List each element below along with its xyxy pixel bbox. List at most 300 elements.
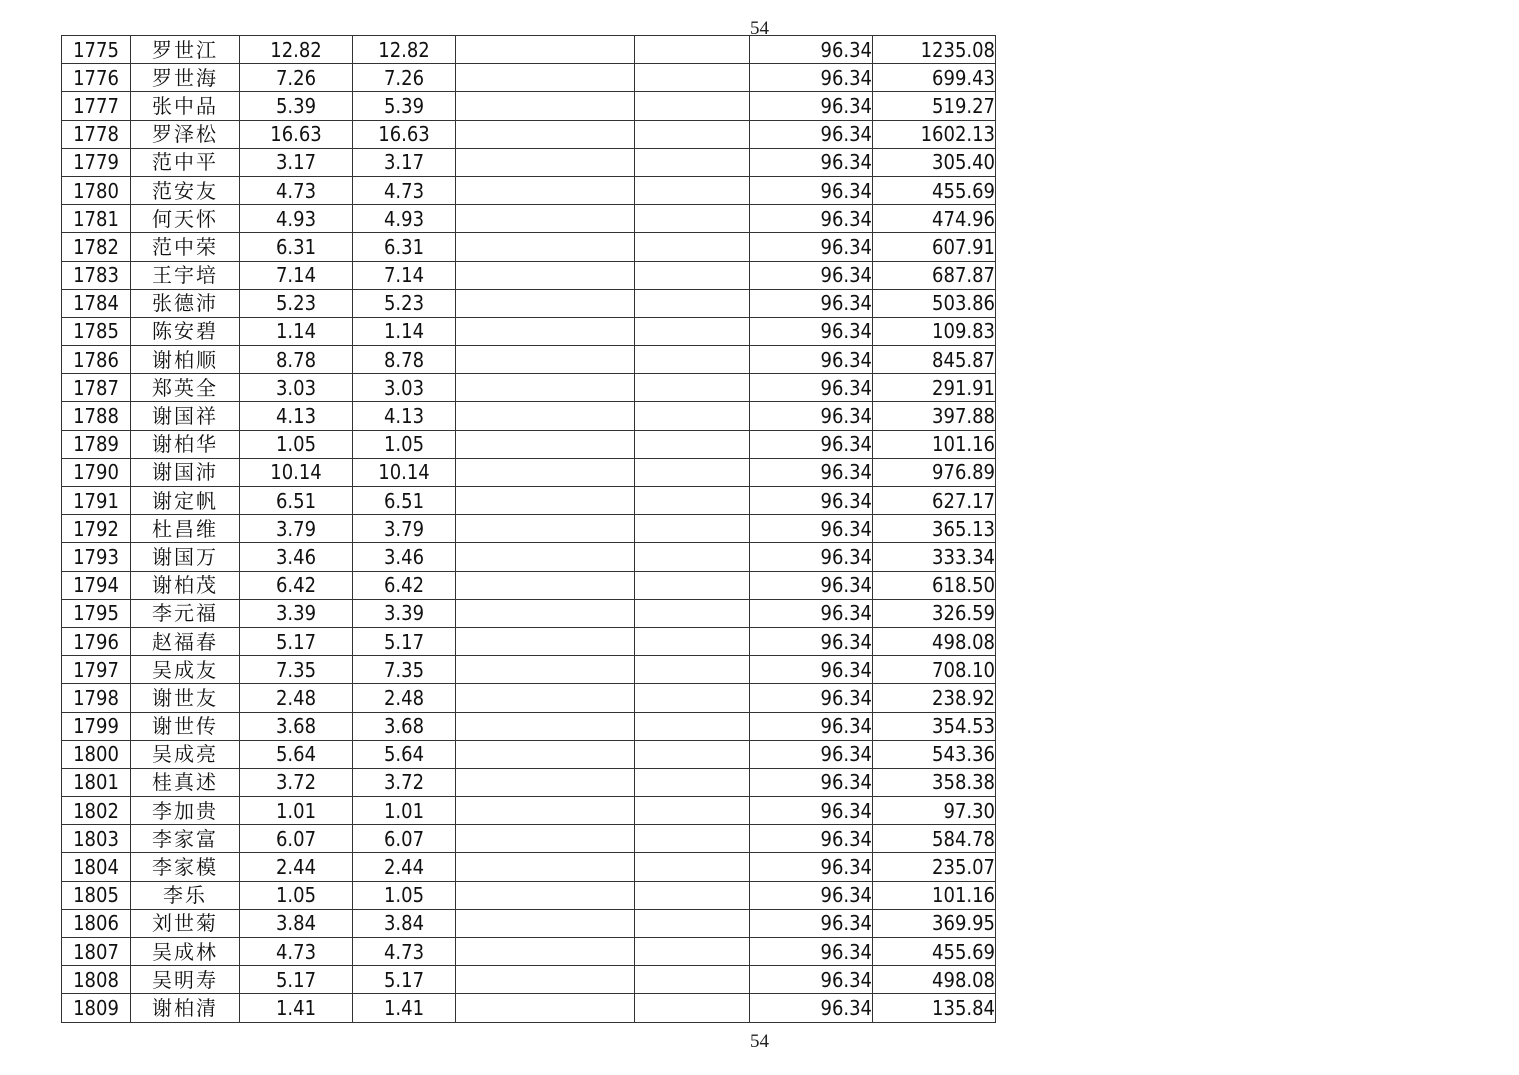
- row-blank-cell: [456, 853, 635, 881]
- row-amount-cell: 235.07: [873, 853, 996, 881]
- row-amount-cell: 455.69: [873, 176, 996, 204]
- row-blank-cell: [456, 684, 635, 712]
- row-rate-cell: 96.34: [750, 740, 873, 768]
- row-id-cell: 1786: [62, 346, 131, 374]
- row-value-b-cell: 5.64: [353, 740, 456, 768]
- row-amount-cell: 291.91: [873, 374, 996, 402]
- row-id-cell: 1807: [62, 938, 131, 966]
- row-amount-cell: 699.43: [873, 64, 996, 92]
- row-value-b-cell: 3.72: [353, 768, 456, 796]
- table-row: [62, 487, 996, 515]
- row-id-cell: 1809: [62, 994, 131, 1022]
- row-blank-cell: [635, 712, 750, 740]
- row-value-a-cell: 8.78: [240, 346, 353, 374]
- row-value-a-cell: 5.17: [240, 966, 353, 994]
- row-id-cell: 1796: [62, 627, 131, 655]
- row-blank-cell: [456, 374, 635, 402]
- row-blank-cell: [635, 543, 750, 571]
- row-blank-cell: [456, 205, 635, 233]
- row-blank-cell: [456, 797, 635, 825]
- row-blank-cell: [456, 430, 635, 458]
- table-row: [62, 740, 996, 768]
- row-blank-cell: [456, 487, 635, 515]
- row-rate-cell: 96.34: [750, 92, 873, 120]
- row-value-b-cell: 6.07: [353, 825, 456, 853]
- table-row: [62, 120, 996, 148]
- row-name-cell: 张中品: [131, 92, 240, 120]
- row-id-cell: 1806: [62, 909, 131, 937]
- row-blank-cell: [635, 797, 750, 825]
- row-blank-cell: [456, 909, 635, 937]
- row-value-b-cell: 2.44: [353, 853, 456, 881]
- row-value-a-cell: 2.44: [240, 853, 353, 881]
- row-name-cell: 郑英全: [131, 374, 240, 402]
- row-name-cell: 王宇培: [131, 261, 240, 289]
- row-rate-cell: 96.34: [750, 515, 873, 543]
- row-amount-cell: 135.84: [873, 994, 996, 1022]
- row-blank-cell: [635, 881, 750, 909]
- row-value-a-cell: 5.23: [240, 289, 353, 317]
- table-row: [62, 289, 996, 317]
- row-name-cell: 张德沛: [131, 289, 240, 317]
- row-value-a-cell: 7.35: [240, 656, 353, 684]
- row-blank-cell: [456, 881, 635, 909]
- row-rate-cell: 96.34: [750, 909, 873, 937]
- row-value-b-cell: 3.79: [353, 515, 456, 543]
- row-id-cell: 1783: [62, 261, 131, 289]
- row-blank-cell: [635, 289, 750, 317]
- row-value-a-cell: 12.82: [240, 36, 353, 64]
- row-amount-cell: 845.87: [873, 346, 996, 374]
- row-id-cell: 1805: [62, 881, 131, 909]
- row-blank-cell: [456, 994, 635, 1022]
- row-id-cell: 1799: [62, 712, 131, 740]
- row-value-b-cell: 3.68: [353, 712, 456, 740]
- row-value-b-cell: 7.35: [353, 656, 456, 684]
- ledger-table: [61, 35, 996, 1023]
- row-blank-cell: [635, 317, 750, 345]
- row-value-b-cell: 5.17: [353, 627, 456, 655]
- row-value-a-cell: 5.39: [240, 92, 353, 120]
- table-row: [62, 994, 996, 1022]
- row-amount-cell: 238.92: [873, 684, 996, 712]
- row-blank-cell: [635, 261, 750, 289]
- row-value-a-cell: 3.39: [240, 599, 353, 627]
- row-value-a-cell: 6.51: [240, 487, 353, 515]
- row-rate-cell: 96.34: [750, 938, 873, 966]
- row-value-b-cell: 3.39: [353, 599, 456, 627]
- row-blank-cell: [635, 36, 750, 64]
- row-rate-cell: 96.34: [750, 346, 873, 374]
- row-amount-cell: 354.53: [873, 712, 996, 740]
- row-blank-cell: [456, 740, 635, 768]
- row-value-a-cell: 3.79: [240, 515, 353, 543]
- row-amount-cell: 584.78: [873, 825, 996, 853]
- row-value-a-cell: 16.63: [240, 120, 353, 148]
- row-rate-cell: 96.34: [750, 36, 873, 64]
- row-blank-cell: [635, 740, 750, 768]
- row-blank-cell: [456, 656, 635, 684]
- row-amount-cell: 397.88: [873, 402, 996, 430]
- row-amount-cell: 618.50: [873, 571, 996, 599]
- table-row: [62, 627, 996, 655]
- row-blank-cell: [635, 346, 750, 374]
- row-rate-cell: 96.34: [750, 317, 873, 345]
- row-blank-cell: [635, 768, 750, 796]
- row-rate-cell: 96.34: [750, 176, 873, 204]
- row-name-cell: 刘世菊: [131, 909, 240, 937]
- row-amount-cell: 976.89: [873, 458, 996, 486]
- row-amount-cell: 101.16: [873, 881, 996, 909]
- row-rate-cell: 96.34: [750, 966, 873, 994]
- table-row: [62, 656, 996, 684]
- table-row: [62, 317, 996, 345]
- row-value-b-cell: 6.51: [353, 487, 456, 515]
- row-value-b-cell: 7.14: [353, 261, 456, 289]
- row-blank-cell: [635, 825, 750, 853]
- row-id-cell: 1779: [62, 148, 131, 176]
- row-rate-cell: 96.34: [750, 487, 873, 515]
- table-row: [62, 881, 996, 909]
- row-id-cell: 1789: [62, 430, 131, 458]
- row-blank-cell: [456, 233, 635, 261]
- row-blank-cell: [635, 853, 750, 881]
- table-row: [62, 374, 996, 402]
- row-rate-cell: 96.34: [750, 458, 873, 486]
- row-blank-cell: [635, 966, 750, 994]
- row-value-b-cell: 4.73: [353, 176, 456, 204]
- row-blank-cell: [456, 402, 635, 430]
- row-value-b-cell: 3.84: [353, 909, 456, 937]
- row-value-b-cell: 3.46: [353, 543, 456, 571]
- row-value-b-cell: 2.48: [353, 684, 456, 712]
- row-value-a-cell: 2.48: [240, 684, 353, 712]
- row-id-cell: 1782: [62, 233, 131, 261]
- table-row: [62, 176, 996, 204]
- page-number-top: 54: [750, 18, 769, 39]
- row-amount-cell: 1235.08: [873, 36, 996, 64]
- row-rate-cell: 96.34: [750, 374, 873, 402]
- row-amount-cell: 455.69: [873, 938, 996, 966]
- table-row: [62, 233, 996, 261]
- table-row: [62, 599, 996, 627]
- row-blank-cell: [635, 148, 750, 176]
- row-amount-cell: 519.27: [873, 92, 996, 120]
- row-value-a-cell: 6.31: [240, 233, 353, 261]
- row-rate-cell: 96.34: [750, 797, 873, 825]
- row-value-a-cell: 3.03: [240, 374, 353, 402]
- row-value-b-cell: 3.03: [353, 374, 456, 402]
- row-rate-cell: 96.34: [750, 205, 873, 233]
- row-amount-cell: 627.17: [873, 487, 996, 515]
- row-blank-cell: [635, 120, 750, 148]
- row-id-cell: 1787: [62, 374, 131, 402]
- row-id-cell: 1800: [62, 740, 131, 768]
- row-amount-cell: 358.38: [873, 768, 996, 796]
- ledger-table-body: [62, 36, 996, 1023]
- row-amount-cell: 503.86: [873, 289, 996, 317]
- row-name-cell: 吴成友: [131, 656, 240, 684]
- row-name-cell: 谢世友: [131, 684, 240, 712]
- row-amount-cell: 305.40: [873, 148, 996, 176]
- row-blank-cell: [635, 430, 750, 458]
- row-blank-cell: [635, 656, 750, 684]
- row-value-a-cell: 7.26: [240, 64, 353, 92]
- row-rate-cell: 96.34: [750, 684, 873, 712]
- row-blank-cell: [456, 261, 635, 289]
- row-id-cell: 1781: [62, 205, 131, 233]
- row-amount-cell: 326.59: [873, 599, 996, 627]
- row-blank-cell: [635, 92, 750, 120]
- row-value-b-cell: 6.31: [353, 233, 456, 261]
- row-id-cell: 1792: [62, 515, 131, 543]
- row-name-cell: 谢国沛: [131, 458, 240, 486]
- row-rate-cell: 96.34: [750, 994, 873, 1022]
- table-row: [62, 148, 996, 176]
- row-value-a-cell: 10.14: [240, 458, 353, 486]
- row-value-a-cell: 3.17: [240, 148, 353, 176]
- row-id-cell: 1802: [62, 797, 131, 825]
- table-row: [62, 92, 996, 120]
- table-row: [62, 64, 996, 92]
- row-value-a-cell: 1.01: [240, 797, 353, 825]
- row-name-cell: 罗世海: [131, 64, 240, 92]
- table-row: [62, 36, 996, 64]
- row-value-b-cell: 1.05: [353, 430, 456, 458]
- row-value-a-cell: 6.42: [240, 571, 353, 599]
- row-value-b-cell: 1.14: [353, 317, 456, 345]
- row-id-cell: 1778: [62, 120, 131, 148]
- table-row: [62, 825, 996, 853]
- row-blank-cell: [456, 768, 635, 796]
- row-value-a-cell: 4.73: [240, 938, 353, 966]
- row-name-cell: 范安友: [131, 176, 240, 204]
- row-amount-cell: 333.34: [873, 543, 996, 571]
- row-rate-cell: 96.34: [750, 853, 873, 881]
- row-value-a-cell: 5.64: [240, 740, 353, 768]
- row-name-cell: 谢定帆: [131, 487, 240, 515]
- row-name-cell: 何天怀: [131, 205, 240, 233]
- row-rate-cell: 96.34: [750, 825, 873, 853]
- table-row: [62, 768, 996, 796]
- row-id-cell: 1780: [62, 176, 131, 204]
- table-row: [62, 515, 996, 543]
- row-id-cell: 1777: [62, 92, 131, 120]
- table-row: [62, 458, 996, 486]
- table-row: [62, 543, 996, 571]
- row-blank-cell: [456, 515, 635, 543]
- row-rate-cell: 96.34: [750, 261, 873, 289]
- row-name-cell: 杜昌维: [131, 515, 240, 543]
- row-rate-cell: 96.34: [750, 599, 873, 627]
- row-id-cell: 1801: [62, 768, 131, 796]
- row-name-cell: 谢柏清: [131, 994, 240, 1022]
- row-blank-cell: [456, 64, 635, 92]
- row-blank-cell: [635, 458, 750, 486]
- row-value-b-cell: 4.93: [353, 205, 456, 233]
- row-amount-cell: 498.08: [873, 627, 996, 655]
- row-name-cell: 罗泽松: [131, 120, 240, 148]
- row-name-cell: 罗世江: [131, 36, 240, 64]
- row-rate-cell: 96.34: [750, 627, 873, 655]
- row-value-a-cell: 4.13: [240, 402, 353, 430]
- table-row: [62, 712, 996, 740]
- row-value-a-cell: 1.05: [240, 881, 353, 909]
- row-amount-cell: 97.30: [873, 797, 996, 825]
- row-rate-cell: 96.34: [750, 402, 873, 430]
- row-amount-cell: 687.87: [873, 261, 996, 289]
- row-rate-cell: 96.34: [750, 881, 873, 909]
- row-id-cell: 1794: [62, 571, 131, 599]
- row-value-a-cell: 6.07: [240, 825, 353, 853]
- row-rate-cell: 96.34: [750, 233, 873, 261]
- row-value-b-cell: 1.05: [353, 881, 456, 909]
- row-blank-cell: [635, 684, 750, 712]
- row-blank-cell: [456, 825, 635, 853]
- row-blank-cell: [635, 938, 750, 966]
- row-value-b-cell: 16.63: [353, 120, 456, 148]
- row-value-a-cell: 5.17: [240, 627, 353, 655]
- row-blank-cell: [456, 120, 635, 148]
- row-blank-cell: [456, 571, 635, 599]
- row-value-b-cell: 4.73: [353, 938, 456, 966]
- row-name-cell: 陈安碧: [131, 317, 240, 345]
- table-row: [62, 684, 996, 712]
- row-value-a-cell: 1.41: [240, 994, 353, 1022]
- row-rate-cell: 96.34: [750, 543, 873, 571]
- table-row: [62, 797, 996, 825]
- row-value-b-cell: 5.39: [353, 92, 456, 120]
- row-id-cell: 1797: [62, 656, 131, 684]
- row-id-cell: 1793: [62, 543, 131, 571]
- row-value-a-cell: 7.14: [240, 261, 353, 289]
- table-row: [62, 430, 996, 458]
- row-blank-cell: [635, 205, 750, 233]
- row-blank-cell: [456, 317, 635, 345]
- row-value-b-cell: 8.78: [353, 346, 456, 374]
- row-name-cell: 谢柏顺: [131, 346, 240, 374]
- row-name-cell: 李乐: [131, 881, 240, 909]
- table-row: [62, 571, 996, 599]
- page-number-bottom: 54: [750, 1031, 769, 1052]
- row-id-cell: 1784: [62, 289, 131, 317]
- row-rate-cell: 96.34: [750, 289, 873, 317]
- row-blank-cell: [635, 233, 750, 261]
- row-amount-cell: 708.10: [873, 656, 996, 684]
- row-name-cell: 李元福: [131, 599, 240, 627]
- row-name-cell: 吴成林: [131, 938, 240, 966]
- row-value-a-cell: 4.93: [240, 205, 353, 233]
- row-blank-cell: [635, 64, 750, 92]
- row-value-b-cell: 1.41: [353, 994, 456, 1022]
- row-amount-cell: 365.13: [873, 515, 996, 543]
- row-amount-cell: 607.91: [873, 233, 996, 261]
- row-id-cell: 1775: [62, 36, 131, 64]
- row-value-b-cell: 4.13: [353, 402, 456, 430]
- row-blank-cell: [456, 36, 635, 64]
- row-value-a-cell: 3.84: [240, 909, 353, 937]
- row-rate-cell: 96.34: [750, 64, 873, 92]
- row-blank-cell: [635, 627, 750, 655]
- row-blank-cell: [635, 176, 750, 204]
- row-id-cell: 1804: [62, 853, 131, 881]
- table-row: [62, 261, 996, 289]
- row-amount-cell: 474.96: [873, 205, 996, 233]
- row-name-cell: 谢世传: [131, 712, 240, 740]
- row-name-cell: 谢国祥: [131, 402, 240, 430]
- row-amount-cell: 369.95: [873, 909, 996, 937]
- table-row: [62, 402, 996, 430]
- row-name-cell: 范中平: [131, 148, 240, 176]
- row-value-a-cell: 3.68: [240, 712, 353, 740]
- row-amount-cell: 498.08: [873, 966, 996, 994]
- row-name-cell: 赵福春: [131, 627, 240, 655]
- row-rate-cell: 96.34: [750, 571, 873, 599]
- row-amount-cell: 109.83: [873, 317, 996, 345]
- row-blank-cell: [456, 92, 635, 120]
- row-rate-cell: 96.34: [750, 768, 873, 796]
- row-blank-cell: [635, 487, 750, 515]
- row-id-cell: 1776: [62, 64, 131, 92]
- row-blank-cell: [456, 599, 635, 627]
- row-blank-cell: [456, 346, 635, 374]
- row-name-cell: 吴成亮: [131, 740, 240, 768]
- row-blank-cell: [635, 571, 750, 599]
- row-blank-cell: [456, 289, 635, 317]
- row-id-cell: 1795: [62, 599, 131, 627]
- row-name-cell: 吴明寿: [131, 966, 240, 994]
- row-rate-cell: 96.34: [750, 430, 873, 458]
- table-row: [62, 853, 996, 881]
- row-name-cell: 李家富: [131, 825, 240, 853]
- row-id-cell: 1808: [62, 966, 131, 994]
- row-value-a-cell: 4.73: [240, 176, 353, 204]
- row-name-cell: 谢国万: [131, 543, 240, 571]
- row-name-cell: 桂真述: [131, 768, 240, 796]
- table-row: [62, 205, 996, 233]
- table-row: [62, 966, 996, 994]
- row-rate-cell: 96.34: [750, 148, 873, 176]
- row-value-b-cell: 7.26: [353, 64, 456, 92]
- row-value-b-cell: 5.17: [353, 966, 456, 994]
- row-value-b-cell: 10.14: [353, 458, 456, 486]
- row-id-cell: 1803: [62, 825, 131, 853]
- row-name-cell: 李家模: [131, 853, 240, 881]
- row-blank-cell: [456, 458, 635, 486]
- row-blank-cell: [635, 402, 750, 430]
- row-amount-cell: 543.36: [873, 740, 996, 768]
- row-value-a-cell: 1.05: [240, 430, 353, 458]
- row-blank-cell: [456, 543, 635, 571]
- row-blank-cell: [635, 994, 750, 1022]
- row-name-cell: 谢柏茂: [131, 571, 240, 599]
- row-value-b-cell: 12.82: [353, 36, 456, 64]
- row-name-cell: 李加贵: [131, 797, 240, 825]
- row-id-cell: 1785: [62, 317, 131, 345]
- table-row: [62, 909, 996, 937]
- row-value-a-cell: 3.72: [240, 768, 353, 796]
- row-value-a-cell: 1.14: [240, 317, 353, 345]
- row-amount-cell: 101.16: [873, 430, 996, 458]
- row-blank-cell: [456, 148, 635, 176]
- table-row: [62, 346, 996, 374]
- row-rate-cell: 96.34: [750, 656, 873, 684]
- row-value-a-cell: 3.46: [240, 543, 353, 571]
- row-id-cell: 1798: [62, 684, 131, 712]
- row-id-cell: 1791: [62, 487, 131, 515]
- row-name-cell: 谢柏华: [131, 430, 240, 458]
- row-blank-cell: [456, 966, 635, 994]
